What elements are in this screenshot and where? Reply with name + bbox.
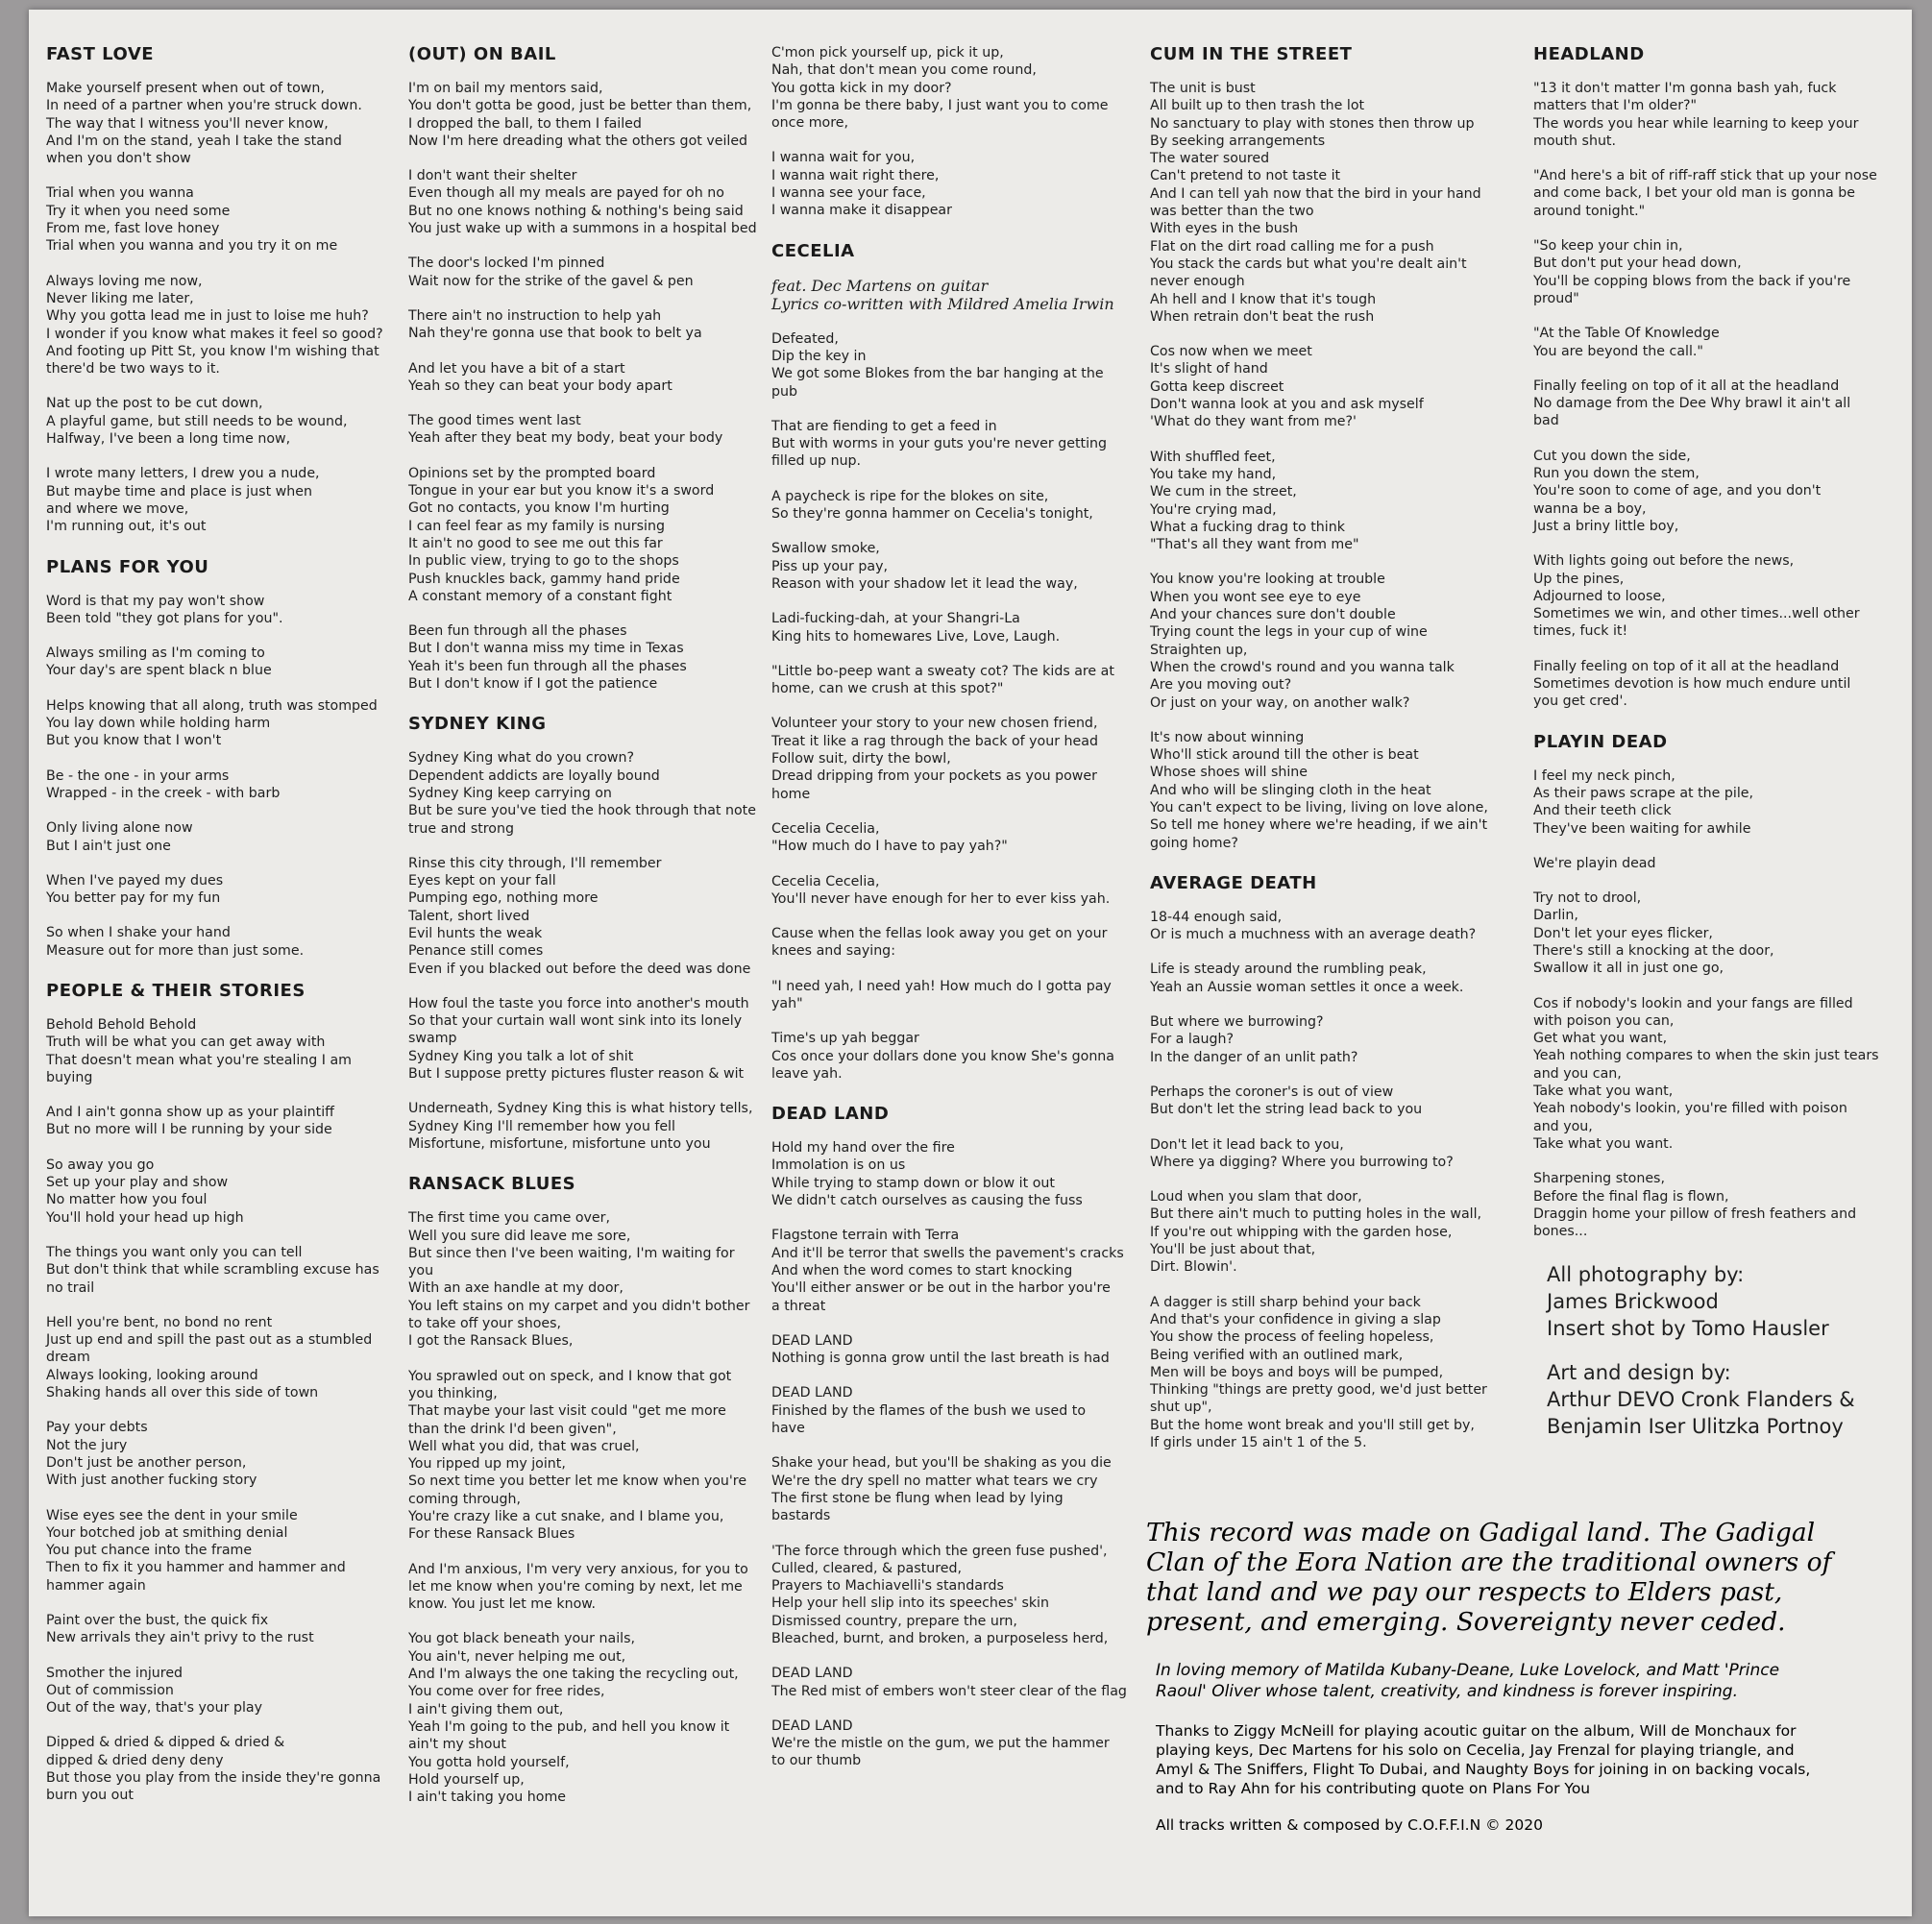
lyrics-column-3	[771, 44, 1156, 1791]
song-title: CUM IN THE STREET	[1150, 44, 1353, 64]
lyric-stanza: Finally feeling on top of it all at the headland Sometimes devotion is how much endure until you get cred'.	[1533, 658, 1851, 710]
song-title: DEAD LAND	[771, 1104, 890, 1125]
lyric-stanza: Behold Behold Behold Truth will be what you can get away with That doesn't mean what you're stealing I am buying	[46, 1016, 353, 1085]
lyric-stanza: Cecelia Cecelia, "How much do I have to pay yah?"	[771, 820, 1008, 855]
lyric-stanza: With shuffled feet, You take my hand, We cum in the street, You're crying mad, What a fucking drag to think "That's all they want from me"	[1150, 449, 1359, 553]
lyric-stanza: Make yourself present when out of town, In need of a partner when you're struck down. The way that I witness you'll never know, And I'm on the stand, yeah I take the stand when you don't show	[46, 81, 362, 167]
lyric-stanza: Cut you down the side, Run you down the stem, You're soon to come of age, and you don't wanna be a boy, Just a briny little boy,	[1533, 448, 1822, 534]
lyric-stanza: Rinse this city through, I'll remember Eyes kept on your fall Pumping ego, nothing more Talent, short lived Evil hunts the weak Penance still comes Even if you blacked out before the deed was done	[408, 855, 751, 977]
lyric-stanza: Cecelia Cecelia, You'll never have enough for her to ever kiss yah.	[771, 873, 1111, 907]
song-block	[46, 44, 392, 536]
song-title: SYDNEY KING	[408, 714, 547, 735]
lyric-stanza: DEAD LAND We're the mistle on the gum, we put the hammer to our thumb	[771, 1717, 1110, 1769]
lyric-stanza: Been fun through all the phases But I don't wanna miss my time in Texas Yeah it's been fun through all the phases But I don't know if I got the patience	[408, 623, 687, 693]
song-credit: feat. Dec Martens on guitar Lyrics co-written with Mildred Amelia Irwin	[771, 276, 1114, 313]
lyric-stanza: Sydney King what do you crown? Dependent addicts are loyally bound Sydney King keep carrying on But be sure you've tied the hook through that note true and strong	[408, 750, 756, 837]
lyric-stanza: Don't let it lead back to you, Where ya digging? Where you burrowing to?	[1150, 1136, 1454, 1170]
lyric-stanza: Flagstone terrain with Terra And it'll be terror that swells the pavement's cracks And when the word comes to start knocking You'll either answer or be out in the harbor you're a threat	[771, 1228, 1124, 1314]
song-block	[408, 1174, 783, 1806]
liner-notes-footer	[1146, 1518, 1905, 1835]
song-block	[1150, 873, 1525, 1451]
lyric-stanza: Defeated, Dip the key in We got some Blokes from the bar hanging at the pub	[771, 330, 1104, 400]
lyric-stanza: The things you want only you can tell But don't think that while scrambling excuse has no trail	[46, 1244, 379, 1296]
copyright-note: All tracks written & composed by C.O.F.F.I.N © 2020	[1156, 1816, 1543, 1834]
lyric-stanza: When I've payed my dues You better pay for my fun	[46, 872, 224, 907]
song-title: PLAYIN DEAD	[1533, 731, 1668, 752]
lyric-stanza: "At the Table Of Knowledge You are beyond the call."	[1533, 326, 1720, 359]
song-block	[771, 1104, 1156, 1770]
lyric-stanza: Life is steady around the rumbling peak, Yeah an Aussie woman settles it once a week.	[1150, 962, 1464, 995]
lyric-stanza: Smother the injured Out of commission Out of the way, that's your play	[46, 1665, 262, 1717]
lyric-stanza: You sprawled out on speck, and I know that got you thinking, That maybe your last visit could "get me more than the drink I'd been given", Well what you did, that was cruel, You ripped up my joint, So next time you better let me know when you're coming through, You're crazy like a cut snake, and I blame you, For these Ransack Blues	[408, 1368, 747, 1543]
lyric-stanza: The good times went last Yeah after they beat my body, beat your body	[408, 413, 723, 447]
lyric-stanza: Nat up the post to be cut down, A playful game, but still needs to be wound, Halfway, I've been a long time now,	[46, 396, 348, 448]
song-title: (OUT) ON BAIL	[408, 44, 556, 64]
land-acknowledgement: This record was made on Gadigal land. The Gadigal Clan of the Eora Nation are the traditional owners of that land and we pay our respects to Elders past, present, and emerging. Sovereignty never ceded.	[1146, 1518, 1832, 1637]
lyrics-column-2	[408, 44, 783, 1827]
lyric-stanza: Always loving me now, Never liking me later, Why you gotta lead me in just to loise me huh? I wonder if you know what makes it feel so good? And footing up Pitt St, you know I'm wishing that there'd be two ways to it.	[46, 273, 383, 377]
lyric-stanza: I feel my neck pinch, As their paws scrape at the pile, And their teeth click They've been waiting for awhile	[1533, 767, 1754, 837]
lyric-stanza: We're playin dead	[1533, 855, 1656, 871]
art-design-credits: Art and design by: Arthur DEVO Cronk Flanders & Benjamin Iser Ulitzka Portnoy	[1547, 1361, 1855, 1439]
lyric-stanza: Cos if nobody's lookin and your fangs are filled with poison you can, Get what you want, Yeah nothing compares to when the skin just tears and you can, Take what you want, Yeah nobody's lookin, you're filled with poison and you, Take what you want.	[1533, 995, 1879, 1152]
lyric-stanza: The unit is bust All built up to then trash the lot No sanctuary to play with stones then throw up By seeking arrangements The water soured Can't pretend to not taste it And I can tell yah now that the bird in your hand was better than the two With eyes in the bush Flat on the dirt road calling me for a push You stack the cards but what you're dealt ain't never enough Ah hell and I know that it's tough When retrain don't beat the rush	[1150, 81, 1481, 325]
song-block	[408, 44, 783, 693]
song-title: FAST LOVE	[46, 44, 155, 64]
lyric-stanza: "Little bo-peep want a sweaty cot? The kids are at home, can we crush at this spot?"	[771, 663, 1114, 697]
lyric-stanza: Swallow smoke, Piss up your pay, Reason with your shadow let it lead the way,	[771, 541, 1078, 592]
lyric-stanza: Only living alone now But I ain't just one	[46, 820, 193, 854]
lyric-stanza: Perhaps the coroner's is out of view But don't let the string lead back to you	[1150, 1084, 1423, 1118]
lyric-stanza: Time's up yah beggar Cos once your dollars done you know She's gonna leave yah.	[771, 1031, 1114, 1082]
lyrics-column-5	[1533, 44, 1903, 1440]
lyric-stanza: It's now about winning Who'll stick around till the other is beat Whose shoes will shine And who will be slinging cloth in the heat You can't expect to be living, living on love alone, So tell me honey where we're heading, if we ain't going home?	[1150, 729, 1488, 851]
song-block	[1150, 44, 1525, 852]
lyric-stanza: The first time you came over, Well you sure did leave me sore, But since then I've been waiting, I'm waiting for you With an axe handle at my door, You left stains on my carpet and you didn't bother to take off your shoes, I got the Ransack Blues,	[408, 1210, 750, 1350]
lyric-stanza: 18-44 enough said, Or is much a muchness with an average death?	[1150, 909, 1477, 943]
lyric-stanza: Volunteer your story to your new chosen friend, Treat it like a rag through the back of your head Follow suit, dirty the bowl, Dread dripping from your pockets as you power home	[771, 716, 1098, 802]
lyric-stanza: Sharpening stones, Before the final flag is flown, Draggin home your pillow of fresh feathers and bones...	[1533, 1171, 1857, 1240]
lyric-stanza: "I need yah, I need yah! How much do I gotta pay yah"	[771, 978, 1112, 1011]
song-title: RANSACK BLUES	[408, 1174, 576, 1195]
lyric-stanza: Wise eyes see the dent in your smile Your botched job at smithing denial You put chance into the frame Then to fix it you hammer and hammer and hammer again	[46, 1507, 346, 1594]
photography-credits: All photography by: James Brickwood Insert shot by Tomo Hausler	[1547, 1263, 1829, 1341]
lyric-stanza: Helps knowing that all along, truth was stomped You lay down while holding harm But you know that I won't	[46, 697, 378, 749]
lyric-stanza: Cos now when we meet It's slight of hand Gotta keep discreet Don't wanna look at you and ask myself 'What do they want from me?'	[1150, 344, 1424, 430]
song-block	[46, 981, 392, 1805]
lyric-stanza: DEAD LAND Nothing is gonna grow until the last breath is had	[771, 1332, 1110, 1367]
lyric-stanza: So away you go Set up your play and show No matter how you foul You'll hold your head up high	[46, 1157, 244, 1226]
song-block	[771, 44, 1156, 220]
lyric-stanza: I'm on bail my mentors said, You don't gotta be good, just be better than them, I dropped the ball, to them I failed Now I'm here dreading what the others got veiled	[408, 81, 752, 149]
lyric-stanza: DEAD LAND Finished by the flames of the bush we used to have	[771, 1385, 1086, 1437]
lyric-stanza: Try not to drool, Darlin, Don't let your eyes flicker, There's still a knocking at the door, Swallow it all in just one go,	[1533, 890, 1774, 977]
lyric-stanza: Hell you're bent, no bond no rent Just up end and spill the past out as a stumbled dream Always looking, looking around Shaking hands all over this side of town	[46, 1314, 373, 1401]
lyric-stanza: With lights going out before the news, Up the pines, Adjourned to loose, Sometimes we win, and other times...well other times, fuck it!	[1533, 553, 1860, 640]
lyric-stanza: You know you're looking at trouble When you wont see eye to eye And your chances sure don't double Trying count the legs in your cup of wine Straighten up, When the crowd's round and you wanna talk Are you moving out? Or just on your way, on another walk?	[1150, 572, 1455, 711]
song-title: CECELIA	[771, 240, 855, 261]
lyric-stanza: The door's locked I'm pinned Wait now for the strike of the gavel & pen	[408, 256, 694, 289]
lyric-stanza: I wrote many letters, I drew you a nude, But maybe time and place is just when and where we move, I'm running out, it's out	[46, 466, 320, 535]
lyric-stanza: Pay your debts Not the jury Don't just be another person, With just another fucking story	[46, 1420, 257, 1489]
in-memory-note: In loving memory of Matilda Kubany-Deane, Luke Lovelock, and Matt 'Prince Raoul' Oliver whose talent, creativity, and kindness is forever inspiring.	[1156, 1661, 1780, 1701]
song-block	[1533, 732, 1903, 1241]
lyric-stanza: A paycheck is ripe for the blokes on site, So they're gonna hammer on Cecelia's tonight,	[771, 488, 1093, 523]
lyric-stanza: Hold my hand over the fire Immolation is on us While trying to stamp down or blow it out We didn't catch ourselves as causing the fuss	[771, 1140, 1083, 1209]
lyric-stanza: Finally feeling on top of it all at the headland No damage from the Dee Why brawl it ain't all bad	[1533, 377, 1851, 429]
song-block	[46, 557, 392, 960]
lyric-stanza: Cause when the fellas look away you get on your knees and saying:	[771, 926, 1108, 960]
song-title: PLANS FOR YOU	[46, 556, 209, 577]
lyric-stanza: Trial when you wanna Try it when you need some From me, fast love honey Trial when you wanna and you try it on me	[46, 185, 338, 255]
lyric-stanza: Word is that my pay won't show Been told "they got plans for you".	[46, 593, 283, 626]
lyric-stanza: And I'm anxious, I'm very very anxious, for you to let me know when you're coming by next, let me know. You just let me know.	[408, 1561, 748, 1613]
lyric-stanza: "13 it don't matter I'm gonna bash yah, fuck matters that I'm older?" The words you hear while learning to keep your mouth shut.	[1533, 81, 1859, 149]
lyric-stanza: Loud when you slam that door, But there ain't much to putting holes in the wall, If you're out whipping with the garden hose, You'll be just about that, Dirt. Blowin'.	[1150, 1189, 1482, 1276]
lyric-stanza: 'The force through which the green fuse pushed', Culled, cleared, & pastured, Prayers to Machiavelli's standards Help your hell slip into its speeches' skin Dismissed country, prepare the urn, Bleached, burnt, and broken, a purposeless herd,	[771, 1543, 1109, 1646]
lyric-sheet	[29, 10, 1912, 1916]
song-block	[408, 714, 783, 1153]
lyrics-column-4	[1150, 44, 1525, 1473]
lyric-stanza: I don't want their shelter Even though all my meals are payed for oh no But no one knows nothing & nothing's being said You just wake up with a summons in a hospital bed	[408, 168, 757, 237]
lyric-stanza: You got black beneath your nails, You ain't, never helping me out, And I'm always the one taking the recycling out, You come over for free rides, I ain't giving them out, Yeah I'm going to the pub, and hell you know it ain't my shout You gotta hold yourself, Hold yourself up, I ain't taking you home	[408, 1631, 739, 1806]
lyric-stanza: Ladi-fucking-dah, at your Shangri-La King hits to homewares Live, Love, Laugh.	[771, 611, 1061, 645]
song-title: PEOPLE & THEIR STORIES	[46, 980, 306, 1001]
lyric-stanza: Opinions set by the prompted board Tongue in your ear but you know it's a sword Got no contacts, you know I'm hurting I can feel fear as my family is nursing It ain't no good to see me out this far In public view, trying to go to the shops Push knuckles back, gammy hand pride A constant memory of a constant fight	[408, 465, 715, 604]
lyric-stanza: A dagger is still sharp behind your back And that's your confidence in giving a slap You show the process of feeling hopeless, Being verified with an outlined mark, Men will be boys and boys will be pumped, Thinking "things are pretty good, we'd just better shut up", But the home wont break and you'll still get by, If girls under 15 ain't 1 of the 5.	[1150, 1294, 1487, 1450]
lyric-stanza: Always smiling as I'm coming to Your day's are spent black n blue	[46, 645, 272, 679]
song-title: HEADLAND	[1533, 44, 1645, 64]
lyric-stanza: Dipped & dried & dipped & dried & dipped & dried deny deny But those you play from the inside they're gonna burn you out	[46, 1735, 381, 1804]
lyrics-column-1	[46, 44, 392, 1826]
lyric-stanza: I wanna wait for you, I wanna wait right there, I wanna see your face, I wanna make it disappear	[771, 150, 952, 219]
song-block	[1533, 44, 1903, 711]
lyric-stanza: DEAD LAND The Red mist of embers won't steer clear of the flag	[771, 1666, 1127, 1699]
lyric-stanza: Underneath, Sydney King this is what history tells, Sydney King I'll remember how you fell Misfortune, misfortune, misfortune unto you	[408, 1101, 753, 1152]
credits-area	[1533, 1261, 1903, 1440]
lyric-stanza: "And here's a bit of riff-raff stick that up your nose and come back, I bet your old man is gonna be around tonight."	[1533, 168, 1877, 219]
lyric-stanza: "So keep your chin in, But don't put your head down, You'll be copping blows from the back if you're proud"	[1533, 238, 1851, 306]
lyric-stanza: There ain't no instruction to help yah Nah they're gonna use that book to belt ya	[408, 307, 702, 342]
lyric-stanza: But where we burrowing? For a laugh? In the danger of an unlit path?	[1150, 1014, 1358, 1065]
lyric-stanza: How foul the taste you force into another's mouth So that your curtain wall wont sink into its lonely swamp Sydney King you talk a lot of shit But I suppose pretty pictures fluster reason & wit	[408, 995, 749, 1083]
lyric-stanza: Paint over the bust, the quick fix New arrivals they ain't privy to the rust	[46, 1613, 314, 1646]
song-block	[771, 241, 1156, 1084]
lyric-stanza: Shake your head, but you'll be shaking as you die We're the dry spell no matter what tears we cry The first stone be flung when lead by lying bastards	[771, 1455, 1112, 1524]
lyric-stanza: And let you have a bit of a start Yeah so they can beat your body apart	[408, 360, 673, 394]
song-title: AVERAGE DEATH	[1150, 872, 1317, 893]
lyric-stanza: C'mon pick yourself up, pick it up, Nah, that don't mean you come round, You gotta kick in my door? I'm gonna be there baby, I just want you to come once more,	[771, 45, 1109, 132]
lyric-stanza: That are fiending to get a feed in But with worms in your guts you're never getting filled up nup.	[771, 418, 1108, 470]
thanks-note: Thanks to Ziggy McNeill for playing acoutic guitar on the album, Will de Monchaux for playing keys, Dec Martens for his solo on Cecelia, Jay Frenzal for playing triangle, and Amyl & The Sniffers, Flight To Dubai, and Naughty Boys for joining in on backing vocals, and to Ray Ahn for his contributing quote on Plans For You	[1156, 1722, 1811, 1797]
lyric-stanza: So when I shake your hand Measure out for more than just some.	[46, 925, 305, 959]
lyric-stanza: And I ain't gonna show up as your plaintiff But no more will I be running by your side	[46, 1105, 334, 1138]
lyric-stanza: Be - the one - in your arms Wrapped - in the creek - with barb	[46, 767, 281, 801]
